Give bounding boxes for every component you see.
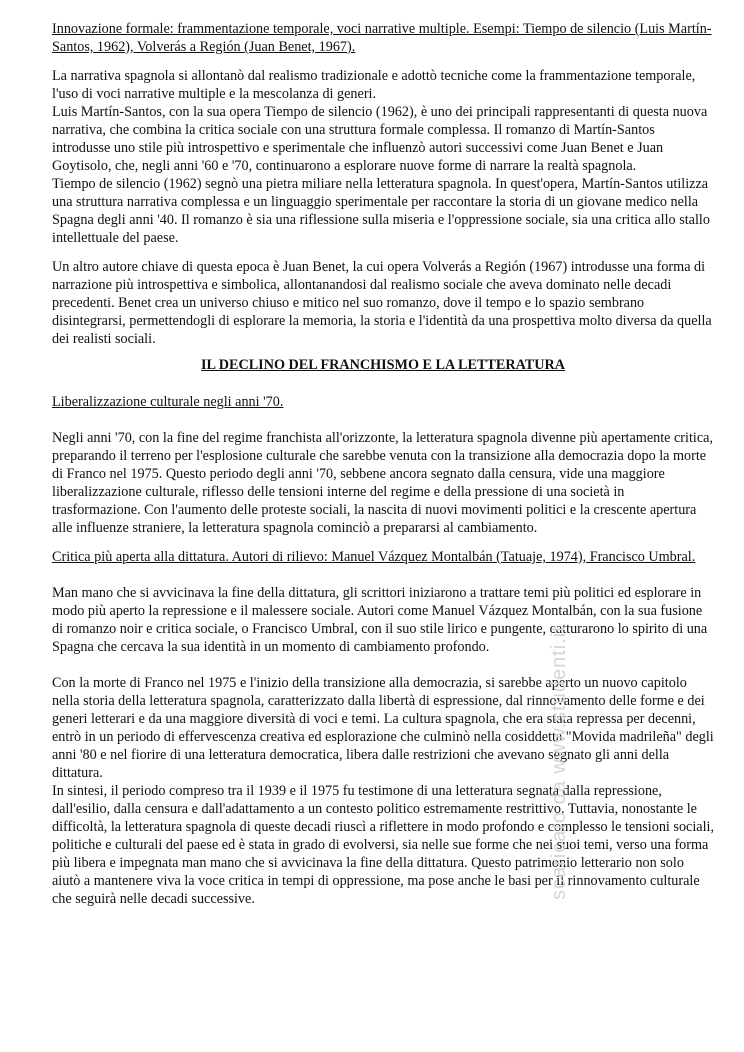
section-heading-liberalizzazione: Liberalizzazione culturale negli anni '70. [52, 394, 284, 410]
paragraph: Con la morte di Franco nel 1975 e l'inizio della transizione alla democrazia, si sarebbe aperto un nuovo capitolo nella storia della letteratura spagnola, caratterizzato dalla libertà di espressione, dal rinnovamento delle forme e dei generi letterari e da una maggiore diversità di voci e temi. La cultura spagnola, che era stata repressa per decenni, entrò in un periodo di effervescenza creativa ed esplorazione che culminò nella cosiddetta "Movida madrileña" degli anni '80 e nel fiorire di una letteratura democratica, libera dalle restrizioni che avevano segnato gli anni della dittatura. [52, 675, 714, 781]
watermark: scaricato da www.studenti.it [548, 625, 570, 900]
document-page [52, 20, 714, 908]
paragraph: Tiempo de silencio (1962) segnò una pietra miliare nella letteratura spagnola. In quest'opera, Martín-Santos utilizza una struttura narrativa complessa e un linguaggio sperimentale per raccontare la storia di un giovane medico nella Spagna degli anni '40. Il romanzo è sia una riflessione sulla miseria e l'oppressione sociale, sia una critica allo stallo intellettuale del paese. [52, 176, 710, 246]
paragraph: Negli anni '70, con la fine del regime franchista all'orizzonte, la letteratura spagnola divenne più apertamente critica, preparando il terreno per l'esplosione culturale che sarebbe venuta con la transizione alla democrazia dopo la morte di Franco nel 1975. Questo periodo degli anni '70, sebbene ancora segnato dalla censura, vide una maggiore liberalizzazione culturale, riflesso delle tensioni interne del regime e della pressione di una società in trasformazione. Con l'aumento delle proteste sociali, la nascita di nuovi movimenti politici e la crescente apertura alle influenze straniere, la letteratura spagnola cominciò a prepararsi al cambiamento. [52, 430, 714, 536]
paragraph: Man mano che si avvicinava la fine della dittatura, gli scrittori iniziarono a trattare temi più politici ed esplorare in modo più aperto la repressione e il malessere sociale. Autori come Manuel Vázquez Montalbán, con la sua fusione di romanzo noir e critica sociale, o Francisco Umbral, con il suo stile lirico e pungente, catturarono lo spirito di una Spagna che cercava la sua identità in un momento di cambiamento profondo. [52, 585, 708, 655]
chapter-title: IL DECLINO DEL FRANCHISMO E LA LETTERATURA [201, 357, 565, 373]
paragraph: Luis Martín-Santos, con la sua opera Tiempo de silencio (1962), è uno dei principali rappresentanti di questa nuova narrativa, che combina la critica sociale con una struttura formale complessa. Il romanzo di Martín-Santos introdusse uno stile più introspettivo e sperimentale che influenzò autori successivi come Juan Benet e Juan Goytisolo, che, negli anni '60 e '70, continuarono a esplorare nuove forme di narrare la realtà spagnola. [52, 104, 708, 174]
section-heading-critica: Critica più aperta alla dittatura. Autori di rilievo: Manuel Vázquez Montalbán (Tatuaje, 1974), Francisco Umbral. [52, 549, 696, 565]
paragraph: In sintesi, il periodo compreso tra il 1939 e il 1975 fu testimone di una letteratura segnata dalla repressione, dall'esilio, dalla censura e dall'adattamento a un contesto politico estremamente restrittivo. Tuttavia, nonostante le difficoltà, la letteratura spagnola di queste decadi riuscì a riflettere in modo profondo e complesso le tensioni sociali, politiche e culturali del paese ed è stata in grado di evolversi, sia nelle sue forme che nei suoi temi, verso una forma più libera e impegnata man mano che si avvicinava la fine della dittatura. Questo patrimonio letterario non solo aiutò a mantenere viva la voce critica in tempi di oppressione, ma pose anche le basi per il rinnovamento culturale che seguirà nelle decadi successive. [52, 783, 715, 907]
paragraph: Un altro autore chiave di questa epoca è Juan Benet, la cui opera Volverás a Región (1967) introdusse una forma di narrazione più introspettiva e simbolica, allontanandosi dal realismo sociale che aveva dominato nelle decadi precedenti. Benet crea un universo chiuso e mitico nel suo romanzo, dove il tempo e lo spazio sembrano disintegrarsi, permettendogli di esplorare la memoria, la storia e l'identità da una prospettiva molto diversa da quella dei realisti sociali. [52, 259, 712, 347]
section-heading-innovazione: Innovazione formale: frammentazione temporale, voci narrative multiple. Esempi: Tiempo de silencio (Luis Martín-Santos, 1962), Volverás a Región (Juan Benet, 1967). [52, 21, 712, 55]
paragraph: La narrativa spagnola si allontanò dal realismo tradizionale e adottò tecniche come la frammentazione temporale, l'uso di voci narrative multiple e la mescolanza di generi. [52, 68, 696, 102]
